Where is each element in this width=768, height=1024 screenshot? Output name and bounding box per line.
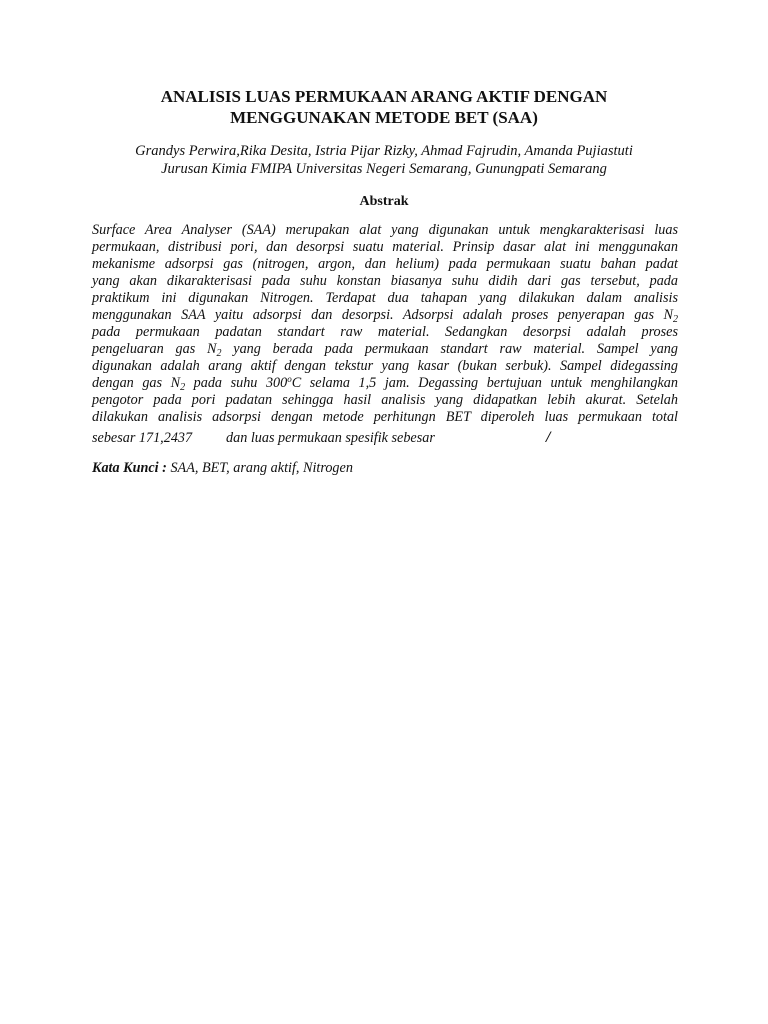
title-line-1: ANALISIS LUAS PERMUKAAN ARANG AKTIF DENGAN bbox=[160, 87, 608, 106]
author-block bbox=[90, 142, 678, 178]
abstract-line: dengan gas $N_2$ pada suhu 300$^o$C selama 1,5 jam. Degassing bertujuan untuk menghilangkan bbox=[92, 374, 678, 393]
abstract-line: pada permukaan padatan standart raw material. Sedangkan desorpsi adalah proses bbox=[92, 324, 678, 340]
degree-superscript: o bbox=[287, 374, 292, 384]
abstract-line: dilakukan analisis adsorpsi dengan metode perhitungn BET diperoleh luas permukaan total bbox=[92, 409, 678, 425]
subscript-2: 2 bbox=[180, 382, 186, 393]
abstract-line: pengotor pada pori padatan sehingga hasil analisis yang didapatkan lebih akurat. Setelah bbox=[92, 392, 678, 408]
abstract-body bbox=[92, 222, 678, 426]
unit-slash: / bbox=[546, 429, 551, 446]
paper-title bbox=[90, 86, 678, 128]
keywords bbox=[92, 460, 678, 477]
abstract-final-line bbox=[92, 430, 678, 450]
abstract-line: permukaan, distribusi pori, dan desorpsi suatu material. Prinsip dasar alat ini menggunakan bbox=[92, 239, 678, 255]
keywords-label: Kata Kunci : bbox=[92, 460, 167, 476]
abstract-line: digunakan adalah arang aktif dengan tekstur yang kasar (bukan serbuk). Sampel didegassing bbox=[92, 358, 678, 374]
abstract-line: yang akan dikarakterisasi pada suhu konstan biasanya suhu didih dari gas tersebut, pada bbox=[92, 273, 678, 289]
abstract-line: pengeluaran gas $N_2$ yang berada pada permukaan standart raw material. Sampel yang bbox=[92, 341, 678, 359]
abstract-line: praktikum ini digunakan Nitrogen. Terdapat dua tahapan yang dilakukan dalam analisis bbox=[92, 290, 678, 306]
author-affiliation: Jurusan Kimia FMIPA Universitas Negeri Semarang, Gunungpati Semarang bbox=[161, 161, 607, 177]
abstract-line: menggunakan SAA yaitu adsorpsi dan desorpsi. Adsorpsi adalah proses penyerapan gas $N_2$ bbox=[92, 307, 678, 325]
total-surface-area: sebesar 171,2437 bbox=[92, 430, 193, 446]
keywords-text: SAA, BET, arang aktif, Nitrogen bbox=[166, 460, 353, 476]
title-line-2: MENGGUNAKAN METODE BET (SAA) bbox=[230, 108, 538, 127]
abstract-line: mekanisme adsorpsi gas (nitrogen, argon, dan helium) pada permukaan suatu bahan padat bbox=[92, 256, 678, 272]
subscript-2: 2 bbox=[673, 314, 678, 325]
abstract-line: Surface Area Analyser (SAA) merupakan alat yang digunakan untuk mengkarakterisasi luas bbox=[92, 222, 678, 238]
abstract-heading: Abstrak bbox=[359, 194, 409, 209]
author-names: Grandys Perwira,Rika Desita, Istria Pijar Rizky, Ahmad Fajrudin, Amanda Pujiastuti bbox=[135, 143, 633, 159]
subscript-2: 2 bbox=[216, 348, 222, 359]
specific-surface-area-text: dan luas permukaan spesifik sebesar bbox=[226, 430, 435, 446]
